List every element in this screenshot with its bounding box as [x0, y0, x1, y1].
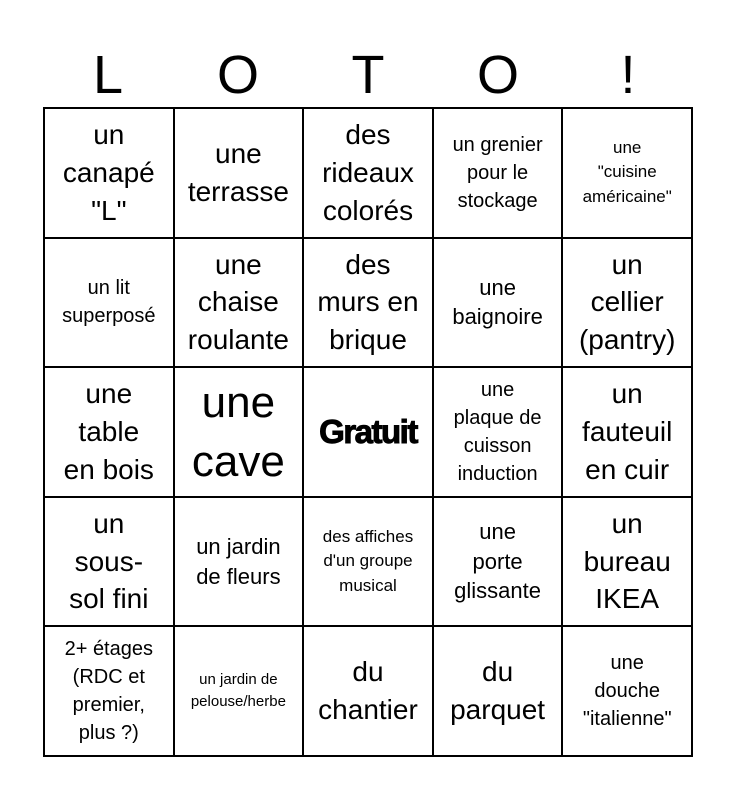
bingo-cell[interactable]: une porte glissante [433, 497, 563, 627]
bingo-cell[interactable]: un canapé "L" [44, 108, 174, 238]
bingo-cell[interactable]: un bureau IKEA [562, 497, 692, 627]
bingo-cell[interactable]: un jardin de fleurs [174, 497, 304, 627]
bingo-cell[interactable]: une terrasse [174, 108, 304, 238]
bingo-grid [43, 107, 693, 757]
bingo-cell[interactable]: un grenier pour le stockage [433, 108, 563, 238]
bingo-cell[interactable]: un fauteuil en cuir [562, 367, 692, 497]
title-letter: T [351, 45, 385, 105]
bingo-cell[interactable]: 2+ étages (RDC et premier, plus ?) [44, 626, 174, 756]
bingo-cell[interactable]: une baignoire [433, 238, 563, 368]
bingo-cell[interactable]: une table en bois [44, 367, 174, 497]
bingo-cell[interactable]: du parquet [433, 626, 563, 756]
bingo-cell[interactable]: des rideaux colorés [303, 108, 433, 238]
bingo-cell[interactable]: un cellier (pantry) [562, 238, 692, 368]
title-letter: L [92, 45, 124, 105]
free-space[interactable]: Gratuit [303, 367, 433, 497]
bingo-title [43, 40, 693, 110]
bingo-cell[interactable]: un sous- sol fini [44, 497, 174, 627]
bingo-cell[interactable]: une plaque de cuisson induction [433, 367, 563, 497]
bingo-cell[interactable]: une "cuisine américaine" [562, 108, 692, 238]
bingo-cell[interactable]: un jardin de pelouse/herbe [174, 626, 304, 756]
bingo-cell[interactable]: du chantier [303, 626, 433, 756]
title-letter: O [476, 45, 519, 105]
bingo-cell[interactable]: une chaise roulante [174, 238, 304, 368]
bingo-cell[interactable]: un lit superposé [44, 238, 174, 368]
bingo-cell[interactable]: des affiches d'un groupe musical [303, 497, 433, 627]
bingo-cell[interactable]: une cave [174, 367, 304, 497]
title-letter: ! [620, 45, 636, 105]
bingo-cell[interactable]: des murs en brique [303, 238, 433, 368]
title-letter: O [216, 45, 259, 105]
bingo-cell[interactable]: une douche "italienne" [562, 626, 692, 756]
